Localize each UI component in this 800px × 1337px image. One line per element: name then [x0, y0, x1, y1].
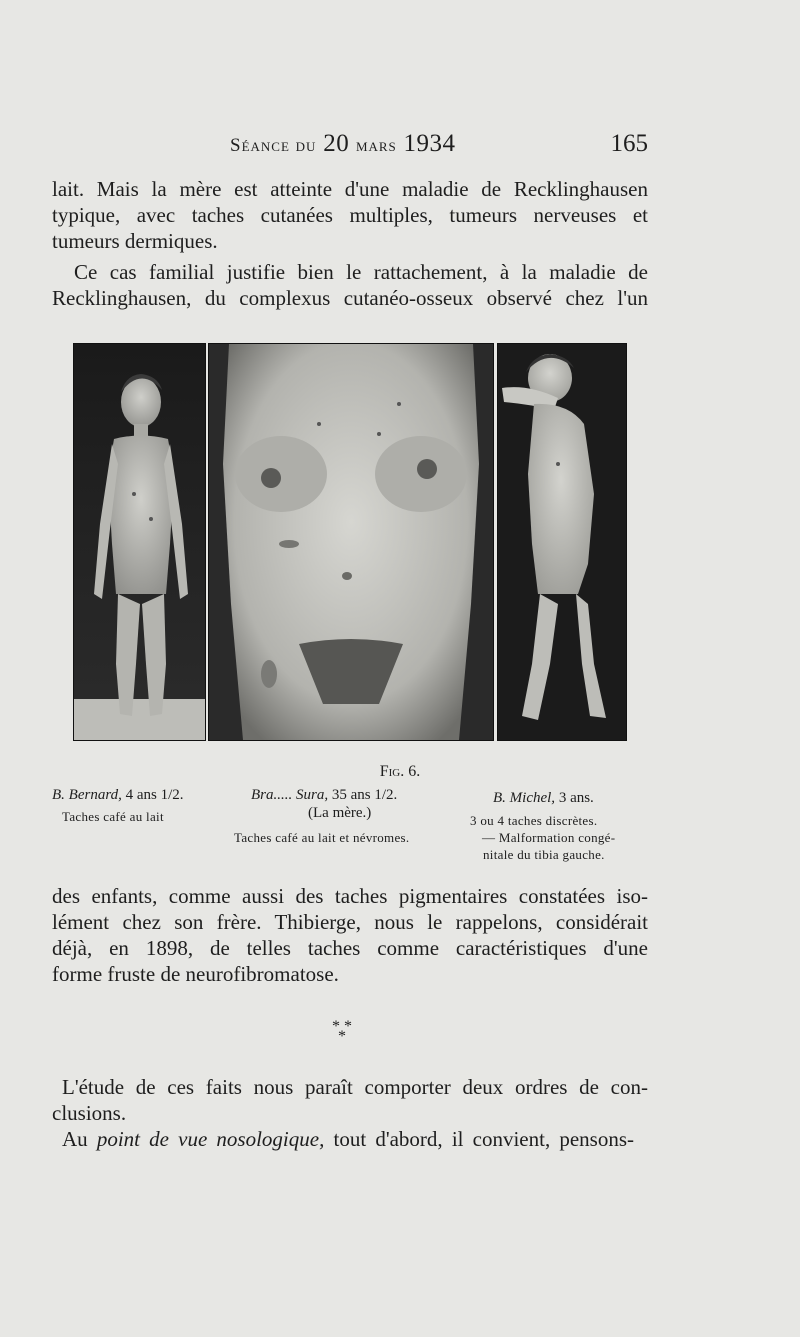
text-line: L'étude de ces faits nous paraît comporter deux ordres de con- [62, 1075, 648, 1099]
caption-center-person-b: Sura, [296, 787, 329, 803]
paragraph-5-rest: tout d'abord, il convient, pensons- [333, 1127, 635, 1151]
figure-label [0, 763, 800, 781]
caption-left-age: 4 ans 1/2. [125, 787, 184, 803]
caption-right-age: 3 ans. [558, 790, 594, 806]
photo-child-side [497, 343, 627, 741]
text-line [52, 1126, 634, 1152]
caption-left-name [52, 786, 184, 805]
caption-right-desc-2: — Malformation congé- [482, 830, 616, 845]
header-title [230, 130, 456, 158]
running-header [52, 130, 648, 166]
paragraph-1 [52, 176, 648, 254]
photo-mother-torso [208, 343, 494, 741]
caption-center-name [251, 786, 397, 805]
header-day: 20 [323, 130, 350, 157]
text-line: des enfants, comme aussi des taches pigmentaires constatées iso- [52, 884, 648, 908]
photo-child-front [73, 343, 206, 741]
text-line: Recklinghausen, du complexus cutanéo-osseux observé chez l'un [52, 286, 648, 310]
caption-center-desc: Taches café au lait et névromes. [234, 830, 410, 845]
text-line: lément chez son frère. Thibierge, nous le rappelons, considérait [52, 910, 648, 934]
paragraph-4 [52, 1074, 648, 1126]
caption-right-desc-1: 3 ou 4 taches discrètes. [470, 813, 598, 828]
header-month: mars [355, 135, 397, 156]
caption-center-relation: (La mère.) [308, 805, 372, 821]
child-side-figure [498, 344, 626, 740]
text-line: déjà, en 1898, de telles taches comme caractéristiques d'une [52, 936, 648, 960]
text-line: clusions. [52, 1101, 127, 1125]
text-line: tumeurs dermiques. [52, 229, 218, 253]
mother-torso-figure [209, 344, 493, 740]
caption-center-age: 35 ans 1/2. [331, 787, 398, 803]
child-front-figure [74, 344, 205, 740]
caption-left-desc: Taches café au lait [62, 809, 164, 824]
caption-right-person: B. Michel, [493, 790, 556, 806]
paragraph-5 [52, 1126, 648, 1152]
paragraph-2 [52, 259, 648, 311]
caption-right-desc-3: nitale du tibia gauche. [483, 847, 605, 862]
header-year: 1934 [403, 130, 456, 157]
paragraph-5-italic: point de vue nosologique, [96, 1127, 325, 1151]
caption-right-name [493, 789, 594, 808]
caption-center-person-a: Bra..... [251, 787, 293, 803]
figure-label-text: Fig. 6. [379, 763, 421, 780]
caption-left-person: B. Bernard, [52, 787, 122, 803]
text-line: forme fruste de neurofibromatose. [52, 962, 339, 986]
text-line: lait. Mais la mère est atteinte d'une maladie de Recklinghausen [52, 177, 648, 201]
paragraph-3 [52, 883, 648, 987]
section-separator: * * * [332, 1018, 352, 1045]
text-line: typique, avec taches cutanées multiples, tumeurs nerveuses et [52, 203, 648, 227]
paragraph-5-start: Au [62, 1127, 88, 1151]
text-line: Ce cas familial justifie bien le rattachement, à la maladie de [74, 260, 648, 284]
page-number: 165 [610, 130, 648, 157]
header-session-label: Séance du [230, 135, 317, 156]
